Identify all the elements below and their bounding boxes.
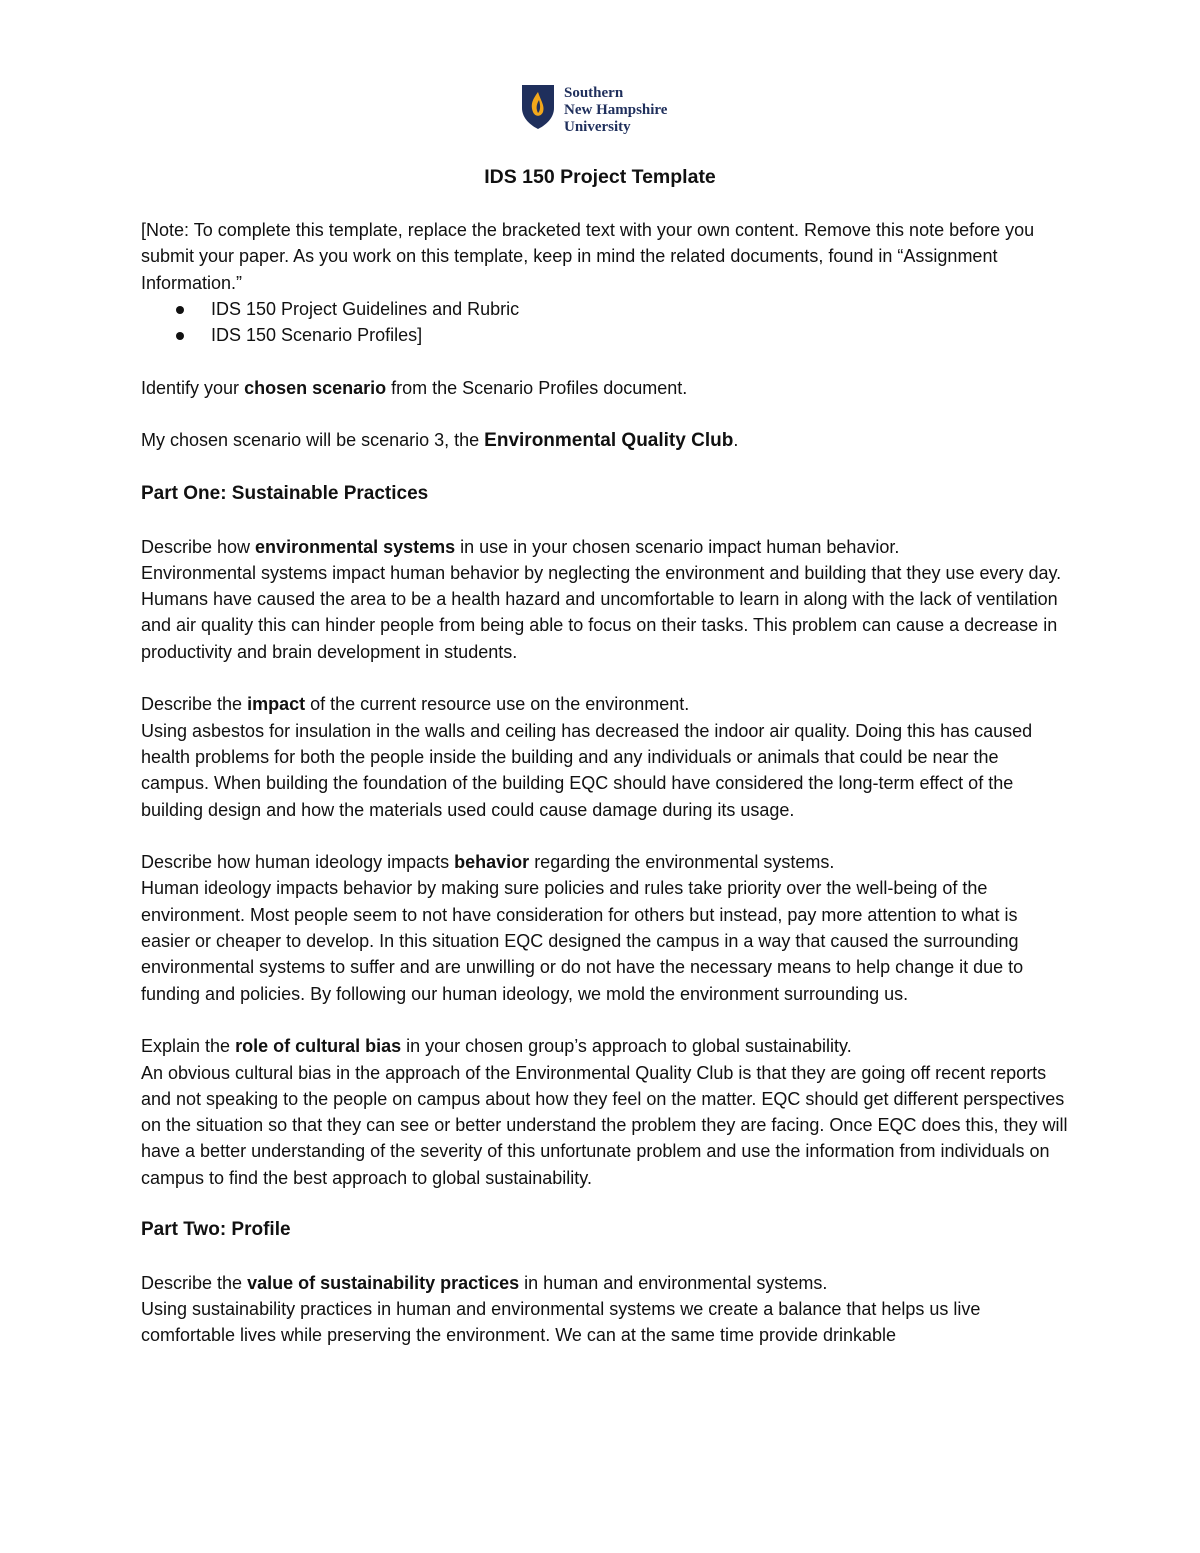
question-answer: Environmental systems impact human behavior by neglecting the environment and building that they use every day. Humans have caused the area to be a health hazard and uncomfortable to learn in along with the lack of ventilation and air quality this can hinder people from being able to focus on their tasks. This problem can cause a decrease in productivity and brain development in students. (141, 562, 1062, 662)
emphasis: role of cultural bias (235, 1036, 402, 1057)
section-heading: Part One: Sustainable Practices (141, 482, 429, 504)
question-prompt: Explain the role of cultural bias in your chosen group’s approach to global sustainability. (141, 1036, 852, 1057)
university-logo (521, 84, 667, 136)
emphasis: impact (247, 694, 306, 715)
emphasis: behavior (454, 852, 530, 873)
question-prompt: Describe how environmental systems in use in your chosen scenario impact human behavior. (141, 536, 900, 557)
list-item: IDS 150 Project Guidelines and Rubric (141, 296, 1071, 322)
list-item: IDS 150 Scenario Profiles] (141, 322, 1071, 348)
question-answer: Using sustainability practices in human and environmental systems we create a balance that helps us live comfortable lives while preserving the environment. We can at the same time provide drinkable (141, 1299, 981, 1346)
question-answer: An obvious cultural bias in the approach of the Environmental Quality Club is that they are going off recent reports and not speaking to the people on campus about how they feel on the matter. EQC should get different perspectives on the situation so that they can see or better understand the problem they are facing. Once EQC does this, they will have a better understanding of the severity of this unfortunate problem and use the information from individuals on campus to find the best approach to global sustainability. (141, 1062, 1068, 1188)
logo-line-1: Southern (564, 85, 624, 101)
emphasis: chosen scenario (244, 377, 387, 398)
question-prompt: Describe the impact of the current resource use on the environment. (141, 694, 690, 715)
document-title: IDS 150 Project Template (484, 166, 716, 188)
scenario-prompt: Identify your chosen scenario from the Scenario Profiles document. (141, 377, 688, 398)
logo-wordmark (564, 85, 667, 136)
related-documents-list (141, 296, 1071, 349)
emphasis: environmental systems (255, 536, 456, 557)
shield-flame-icon (521, 84, 555, 130)
scenario-answer: My chosen scenario will be scenario 3, the Environmental Quality Club. (141, 430, 739, 452)
question-prompt: Describe the value of sustainability practices in human and environmental systems. (141, 1272, 828, 1293)
question-answer: Human ideology impacts behavior by making sure policies and rules take priority over the well-being of the environment. Most people seem to not have consideration for others but instead, pay more attention to what is easier or cheaper to develop. In this situation EQC designed the campus in a way that caused the surrounding environmental systems to suffer and are unwilling or do not have the necessary means to help change it due to funding and policies. By following our human ideology, we mold the environment surrounding us. (141, 878, 1024, 1004)
emphasis: value of sustainability practices (247, 1272, 520, 1293)
question-prompt: Describe how human ideology impacts behavior regarding the environmental systems. (141, 852, 835, 873)
emphasis: Environmental Quality Club (484, 430, 734, 452)
logo-line-2: New Hampshire (564, 102, 668, 118)
section-heading: Part Two: Profile (141, 1219, 291, 1241)
document-body (141, 217, 1071, 1349)
question-answer: Using asbestos for insulation in the walls and ceiling has decreased the indoor air quality. Doing this has caused health problems for both the people inside the building and any individuals or animals that could be near the campus. When building the foundation of the building EQC should have considered the long-term effect of the building design and how the materials used could cause damage during its usage. (141, 720, 1033, 820)
template-note: [Note: To complete this template, replace the bracketed text with your own content. Remove this note before you submit your paper. As you work on this template, keep in mind the related documents, found in “Assignment Information.” (141, 220, 1035, 293)
logo-line-3: University (564, 119, 631, 135)
